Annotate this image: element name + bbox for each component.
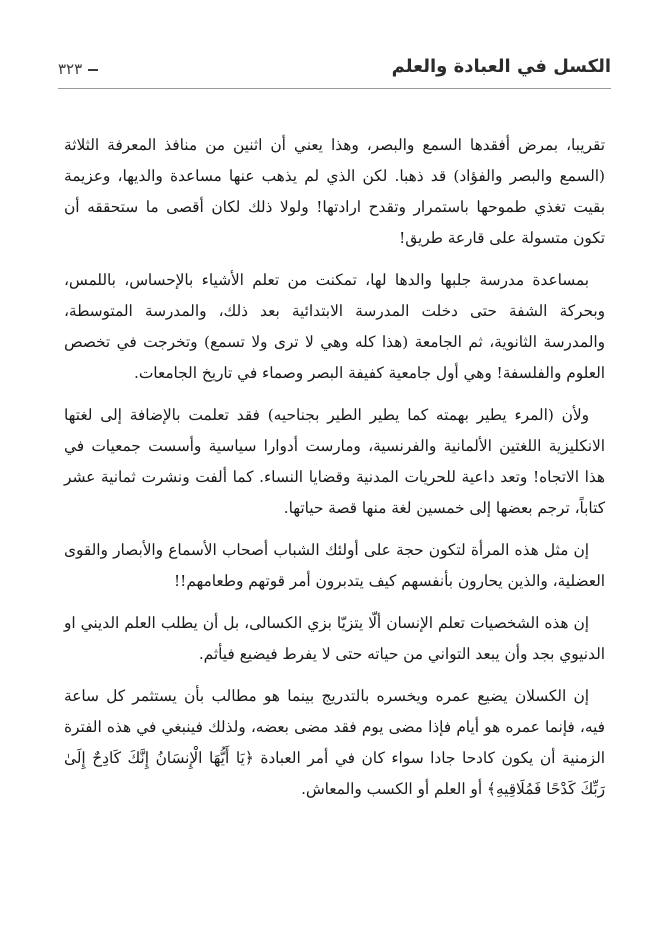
paragraph: ولأن (المرء يطير بهمته كما يطير الطير بجناحيه) فقد تعلمت بالإضافة إلى لغتها الانكليزية اللغتين الألمانية والفرنسية، ومارست أدوارا سياسية وأسست جمعيات في هذا الاتجاه! وتعد داعية للحريات المدنية وقضايا النساء. كما ألفت ونشرت ثمانية عشر كتاباً، ترجم بعضها إلى خمسين لغة منها قصة حياتها.	[64, 406, 605, 517]
page-number-wrap	[58, 60, 98, 78]
paragraph: إن الكسلان يضيع عمره ويخسره بالتدريج بينما هو مطالب بأن يستثمر كل ساعة فيه، فإنما عمره هو أيام فإذا مضى يوم فقد مضى بعضه، ولذلك فينبغي في هذه الفترة الزمنية أن يكون كادحا جادا سواء كان في أمر العبادة ﴿يَا أَيُّهَا الْإِنسَانُ إِنَّكَ كَادِحٌ إِلَىٰ رَبِّكَ كَدْحًا فَمُلَاقِيهِ﴾ أو العلم أو الكسب والمعاش.	[64, 687, 605, 798]
running-header	[58, 54, 611, 94]
paragraph: إن مثل هذه المرأة لتكون حجة على أولئك الشباب أصحاب الأسماع والأبصار والقوى العضلية، والذين يحارون بأنفسهم كيف يتدبرون أمر قوتهم وطعامهم!!	[64, 541, 605, 590]
paragraph: تقريبا، بمرض أفقدها السمع والبصر، وهذا يعني أن اثنين من منافذ المعرفة الثلاثة (السمع والبصر والفؤاد) قد ذهبا. لكن الذي لم يذهب عنها مساعدة والديها، وعزيمة بقيت تغذي طموحها باستمرار وتقدح ارادتها! ولولا ذلك لكان أقصى ما ستحققه أن تكون متسولة على قارعة طريق!	[64, 136, 605, 247]
header-rule	[58, 88, 611, 89]
header-dash	[88, 69, 98, 71]
page-number: ٣٢٣	[58, 60, 83, 78]
paragraph: بمساعدة مدرسة جلبها والدها لها، تمكنت من تعلم الأشياء بالإحساس، باللمس، وبحركة الشفة حتى دخلت المدرسة الابتدائية بعد ذلك، والمدرسة المتوسطة، والمدرسة الثانوية، ثم الجامعة (هذا كله وهي لا ترى ولا تسمع) وتخرجت في تخصص العلوم والفلسفة! وهي أول جامعية كفيفة البصر وصماء في تاريخ الجامعات.	[64, 271, 605, 382]
chapter-title: الكسل في العبادة والعلم	[391, 56, 611, 77]
body-text	[64, 130, 605, 816]
paragraph: إن هذه الشخصيات تعلم الإنسان ألّا يتزيّا بزي الكسالى، بل أن يطلب العلم الديني او الدنيوي بجد وأن يبعد التواني من حياته حتى لا يفرط فيضيع فيأثم.	[64, 614, 605, 663]
